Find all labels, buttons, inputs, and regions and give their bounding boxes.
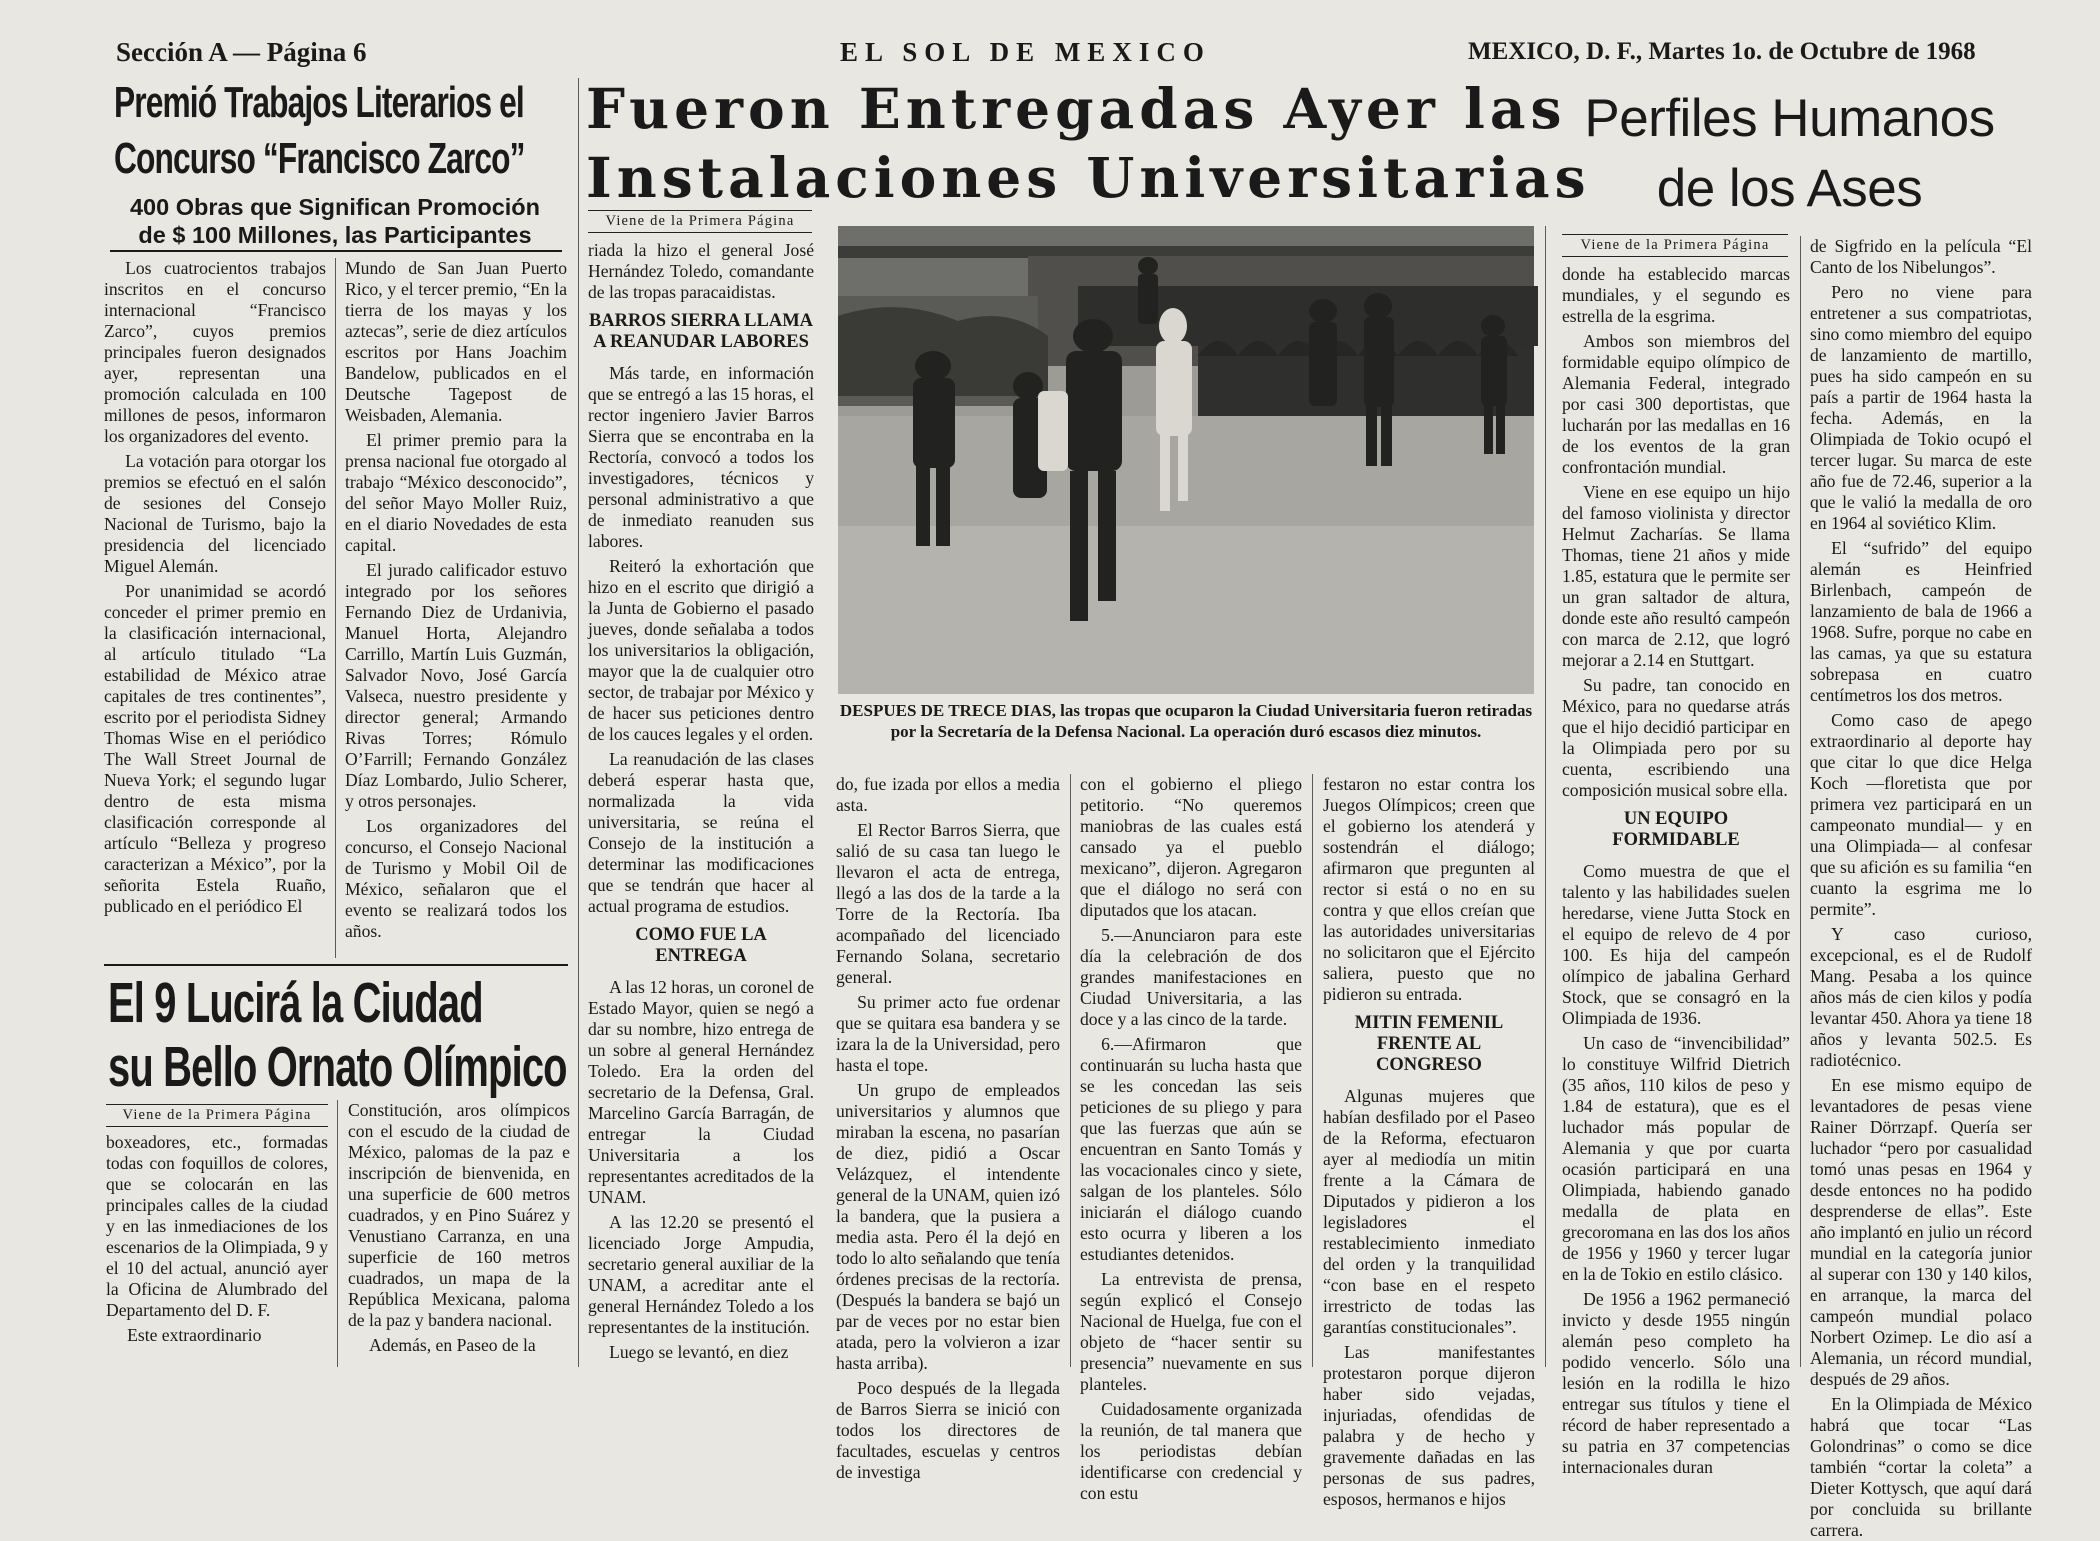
paragraph: boxeadores, etc., formadas todas con foquillos de colores, que se colocarán en las principales calles de la ciudad y en las inmediaciones de los escenarios de la Olimpiada, 9 y el 10 del actual, anunció ayer la Oficina de Alumbrado del Departamento del D. F. <box>106 1132 328 1320</box>
paragraph: Los cuatrocientos trabajos inscritos en el concurso internacional “Francisco Zarco”, cuyos premios principales fueron designados ayer, representan una promoción calculada en 100 millones de pesos, informaron los organizadores del evento. <box>104 258 326 446</box>
zarco-deck <box>114 193 556 249</box>
ornato-headline-line1: El 9 Lucirá la Ciudad <box>108 971 483 1035</box>
cu-viene-label: Viene de la Primera Página <box>588 210 812 233</box>
paragraph: Este extraordinario <box>127 1325 262 1345</box>
paragraph: Un caso de “invencibilidad” lo constituye Wilfrid Dietrich (35 años, 110 kilos de peso y 1.84 de estatura), que es el luchador más popular de Alemania y que por cuarta ocasión participará en una Olimpiada, habiendo ganado medalla de plata en grecoromana en las dos los años de 1956 y 1960 y tercer lugar en la de Tokio en estilo clásico. <box>1562 1033 1790 1284</box>
ases-viene-label: Viene de la Primera Página <box>1562 234 1788 257</box>
subheading: BARROS SIERRA LLAMA A REANUDAR LABORES <box>588 311 814 352</box>
paragraph: Los organizadores del concurso, el Consejo Nacional de Turismo y Mobil Oil de México, señalaron que el evento se realizará todos los años. <box>345 816 567 941</box>
paragraph: Un grupo de empleados universitarios y alumnos que miraban la escena, no pasarían de diez, pidió a Oscar Velázquez, el intendente general de la UNAM, quien izó la bandera, que la pusiera a media asta. Pero él la dejó en todo lo alto señalando que tenía órdenes precisas de la rectoría. (Después la bandera se bajó un par de veces por no estar bien atada, pero la volvieron a izar hasta arriba). <box>836 1080 1060 1373</box>
paragraph: Por unanimidad se acordó conceder el primer premio en la clasificación internacional, al artículo titulado “La estabilidad de México atrae capitales de tres continentes”, escrito por el periodista Sidney Thomas Wise en el periódico The Wall Street Journal de Nueva York; el segundo lugar dentro de esta misma clasificación corresponde al artículo “Belleza y progreso caracterizan a México”, por la señorita Estela Ruaño, publicado en el periódico El <box>104 581 326 916</box>
paragraph: 5.—Anunciaron para este día la celebración de dos grandes manifestaciones en Ciudad Universitaria, a las doce y a las cinco de la tarde. <box>1080 925 1302 1029</box>
paragraph: El jurado calificador estuvo integrado por los señores Fernando Diez de Urdanivia, Manuel Horta, Alejandro Carrillo, Martín Luis Guzmán, Salvador Novo, José García Valseca, nuestro presidente y director general; Armando Rivas Torres; Rómulo O’Farrill; Fernando González Díaz Lombardo, Julio Scherer, y otros personajes. <box>345 560 567 811</box>
cu-column-1 <box>588 240 814 1367</box>
paragraph: 6.—Afirmaron que continuarán su lucha hasta que se les concedan las seis peticiones de su pliego y para que las fuerzas que aún se encuentran en Santo Tomás y las vocacionales cinco y siete, salgan de los planteles. Sólo iniciarán el diálogo cuando esto ocurra y liberen a los estudiantes detenidos. <box>1080 1034 1302 1264</box>
paragraph: En ese mismo equipo de levantadores de pesas viene Rainer Dörrzapf. Quería ser luchador “pero por casualidad tomó unas pesas en 1964 y desde entonces no ha podido desprenderse de ellas”. Este año implantó en julio un récord mundial en la categoría junior al superar con 130 y 140 kilos, en arranque, la marca del campeón mundial polaco Norbert Ozimep. Le dio así a Alemania, un récord mundial, después de 29 años. <box>1810 1075 2032 1389</box>
newspaper-name: EL SOL DE MEXICO <box>840 37 1211 67</box>
story-separator <box>104 964 568 966</box>
column-divider <box>335 258 336 958</box>
ases-column-2 <box>1810 236 2032 1540</box>
zarco-headline-line1: Premió Trabajos Literarios el <box>114 78 524 127</box>
paragraph: Reiteró la exhortación que hizo en el escrito que dirigió a la Junta de Gobierno el pasado jueves, donde señalaba a todos los universitarios la obligación, mayor que la de cualquier otro sector, de trabajar por México y de hacer sus peticiones dentro de los cauces legales y el orden. <box>588 556 814 744</box>
paragraph: Y caso curioso, excepcional, es el de Rudolf Mang. Pesaba a los quince años más de cien kilos y podía levantar 450. Ahora ya tiene 18 años y levanta 502.5. Es radiotécnico. <box>1810 924 2032 1070</box>
paragraph: El primer premio para la prensa nacional fue otorgado al trabajo “México desconocido”, del señor Mayo Moller Ruiz, en el diario Novedades de esta capital. <box>345 430 567 555</box>
section-page-label: Sección A — Página 6 <box>116 37 367 67</box>
subheading: COMO FUE LA ENTREGA <box>635 925 767 966</box>
column-divider <box>1545 226 1546 1367</box>
ases-headline-line1: Perfiles Humanos <box>1584 89 1995 148</box>
column-divider <box>1800 236 1801 1367</box>
paragraph: La entrevista de prensa, según explicó el Consejo Nacional de Huelga, fue con el objeto de “hacer sentir su presencia” nuevamente en sus planteles. <box>1080 1269 1302 1394</box>
paragraph: Su padre, tan conocido en México, para no quedarse atrás que el hijo decidió participar en la Olimpiada pero por su cuenta, escribiendo una composición musical sobre ella. <box>1562 675 1790 800</box>
zarco-column-1 <box>104 258 326 958</box>
cu-column-4 <box>1323 774 1535 1509</box>
ornato-column-2 <box>348 1100 570 1367</box>
photo-caption-text: las tropas que ocuparon la Ciudad Universitaria fueron retiradas por la Secretaría de la Defensa Nacional. La operación duró escasos diez minutos. <box>890 701 1533 741</box>
paragraph: Viene en ese equipo un hijo del famoso violinista y director Helmut Zacharías. Se llama Thomas, tiene 21 años y mide 1.85, estatura que le permite ser un gran saltador de altura, donde este año resultó campeón con marca de 2.12, que logró mejorar a 2.14 en Stuttgart. <box>1562 482 1790 670</box>
zarco-rule <box>110 250 562 252</box>
subheading: MITIN FEMENIL FRENTE AL CONGRESO <box>1354 1013 1504 1075</box>
paragraph: Constitución, aros olímpicos con el escudo de la ciudad de México, palomas de la paz e inscripción de bienvenida, en una superficie de 600 metros cuadrados, y en Pino Suárez y Venustiano Carranza, en una superficie de 160 metros cuadrados, un mapa de la República Mexicana, paloma de la paz y bandera nacional. <box>348 1100 570 1330</box>
paragraph: de Sigfrido en la película “El Canto de los Nibelungos”. <box>1810 236 2032 277</box>
paragraph: Poco después de la llegada de Barros Sierra se inició con todos los directores de facultades, escuelas y centros de investiga <box>836 1378 1060 1482</box>
paragraph: Más tarde, en información que se entregó a las 15 horas, el rector ingeniero Javier Barros Sierra que se encontraba en la Rectoría, convocó a todos los investigadores, técnicos y personal administrativo a que de inmediato reanuden sus labores. <box>588 363 814 551</box>
paragraph: con el gobierno el pliego petitorio. “No queremos maniobras de las cuales está cansado ya el pueblo mexicano”, dijeron. Agregaron que el diálogo no será con diputados que los atacan. <box>1080 774 1302 920</box>
soldiers-photo <box>838 226 1534 694</box>
paragraph: A las 12.20 se presentó el licenciado Jorge Ampudia, secretario general auxiliar de la UNAM, a acreditar ante el general Hernández Toledo a los representantes de la institución. <box>588 1212 814 1337</box>
paragraph: Las manifestantes protestaron porque dijeron haber sido vejadas, injuriadas, ofendidas de palabra y de hecho y gravemente dañadas en las personas de sus padres, esposos, hermanos e hijos <box>1323 1342 1535 1509</box>
paragraph: Luego se levantó, en diez <box>609 1342 789 1362</box>
paragraph: Como muestra de que el talento y las habilidades suelen heredarse, viene Jutta Stock en el equipo de relevo de 4 por 100. Es hija del campeón olímpico de jabalina Gerhard Stock, que se consagró en la Olimpiada de 1936. <box>1562 861 1790 1028</box>
zarco-deck-line1: 400 Obras que Significan Promoción <box>129 194 541 220</box>
paragraph: riada la hizo el general José Hernández Toledo, comandante de las tropas paracaidistas. <box>588 240 814 302</box>
paragraph: festaron no estar contra los Juegos Olímpicos; creen que el gobierno los atenderá y sostendrán el diálogo; afirmaron que pregunten al rector si está o no en su contra y que ellos creían que las autoridades universitarias no solicitaron que el Ejército saliera, puesto que no pidieron su entrada. <box>1323 774 1535 1004</box>
column-divider <box>337 1100 338 1367</box>
paragraph: Su primer acto fue ordenar que se quitara esa bandera y se izara la de la Universidad, pero hasta el tope. <box>836 992 1060 1075</box>
column-divider <box>1312 774 1313 1367</box>
paragraph: Como caso de apego extraordinario al deporte hay que citar lo que dice Helga Koch —floretista que por primera vez participará en un campeonato mundial— y en una Olimpiada— al confesar que su afición es su familia “en cuanto la esgrima me lo permite”. <box>1810 710 2032 919</box>
ornato-headline-line2: su Bello Ornato Olímpico <box>108 1035 567 1099</box>
photo-caption-lead: DESPUES DE TRECE DIAS, <box>839 701 1056 720</box>
photo-caption <box>836 700 1536 742</box>
paragraph: Además, en Paseo de la <box>369 1335 536 1355</box>
paragraph: En la Olimpiada de México habrá que tocar “Las Golondrinas” o como se dice también “cortar la coleta” a Dieter Kottysch, que aquí dará por concluida su brillante carrera. <box>1810 1394 2032 1540</box>
paragraph: donde ha establecido marcas mundiales, y el segundo es estrella de la esgrima. <box>1562 264 1790 326</box>
soldiers-photo-image <box>838 226 1534 694</box>
cu-column-2 <box>836 774 1060 1482</box>
cu-column-3 <box>1080 774 1302 1503</box>
paragraph: El Rector Barros Sierra, que salió de su casa tan luego le llevaron el acta de entrega, llegó a las dos de la tarde a la Torre de la Rectoría. Iba acompañado del licenciado Fernando Solana, secretario general. <box>836 820 1060 987</box>
ases-headline-line2: de los Ases <box>1656 159 1923 218</box>
zarco-column-2 <box>345 258 567 958</box>
ornato-viene-label: Viene de la Primera Página <box>106 1104 328 1127</box>
paragraph: Ambos son miembros del formidable equipo olímpico de Alemania Federal, integrado por casi 300 deportistas, que lucharán por las medallas en 16 de los eventos de la gran confrontación mundial. <box>1562 331 1790 477</box>
cu-headline-line2: Instalaciones Universitarias <box>586 145 1591 210</box>
paragraph: A las 12 horas, un coronel de Estado Mayor, quien se negó a dar su nombre, hizo entrega de un sobre al general Hernández Toledo. Era la orden del secretario de la Defensa, Gral. Marcelino García Barragán, de entregar la Ciudad Universitaria a los representantes acreditados de la UNAM. <box>588 977 814 1207</box>
column-divider <box>578 78 579 1367</box>
paragraph: Algunas mujeres que habían desfilado por el Paseo de la Reforma, efectuaron ayer al mediodía un mitin frente a la Cámara de Diputados y pidieron a los legisladores el restablecimiento inmediato del orden y la tranquilidad “con base en el respeto irrestricto de todas las garantías constitucionales”. <box>1323 1086 1535 1337</box>
zarco-headline-line2: Concurso “Francisco Zarco” <box>114 134 525 183</box>
zarco-deck-line2: de $ 100 Millones, las Participantes <box>138 222 532 248</box>
paragraph: El “sufrido” del equipo alemán es Heinfried Birlenbach, campeón de lanzamiento de bala de 1966 a 1968. Sufre, porque no cabe en las camas, ya que su estatura sobrepasa en cuatro centímetros los dos metros. <box>1810 538 2032 705</box>
ornato-column-1 <box>106 1132 328 1367</box>
paragraph: do, fue izada por ellos a media asta. <box>836 774 1060 815</box>
column-divider <box>1070 774 1071 1367</box>
dateline: MEXICO, D. F., Martes 1o. de Octubre de 1968 <box>1468 38 1976 65</box>
paragraph: Cuidadosamente organizada la reunión, de tal manera que los periodistas debían identificarse con credencial y con estu <box>1080 1399 1302 1503</box>
paragraph: La reanudación de las clases deberá esperar hasta que, normalizada la vida universitaria, se reúna el Consejo de la institución a determinar las modificaciones que se tendrán que hacer al actual programa de estudios. <box>588 749 814 916</box>
paragraph: De 1956 a 1962 permaneció invicto y desde 1955 ningún alemán peso completo ha podido vencerlo. Sólo una lesión en la rodilla le hizo entregar sus títulos y tiene el récord de haber representado a su patria en 37 competencias internacionales duran <box>1562 1289 1790 1477</box>
ases-column-1 <box>1562 264 1790 1477</box>
paragraph: Pero no viene para entretener a sus compatriotas, sino como miembro del equipo de lanzamiento de martillo, pues ha sido campeón en su país a partir de 1964 hasta la fecha. Además, en la Olimpiada de Tokio ocupó el tercer lugar. Su marca de este año fue de 72.46, superior a la que le valió la medalla de oro en 1964 al soviético Klim. <box>1810 282 2032 533</box>
paragraph: Mundo de San Juan Puerto Rico, y el tercer premio, “En la tierra de los mayas y los aztecas”, serie de diez artículos escritos por Hans Joachim Bandelow, publicados en el Deutsche Tagepost de Weisbaden, Alemania. <box>345 258 567 425</box>
subheading: UN EQUIPO FORMIDABLE <box>1612 809 1740 850</box>
paragraph: La votación para otorgar los premios se efectuó en el salón de sesiones del Consejo Nacional de Turismo, bajo la presidencia del licenciado Miguel Alemán. <box>104 451 326 576</box>
cu-headline-line1: Fueron Entregadas Ayer las <box>586 76 1567 141</box>
